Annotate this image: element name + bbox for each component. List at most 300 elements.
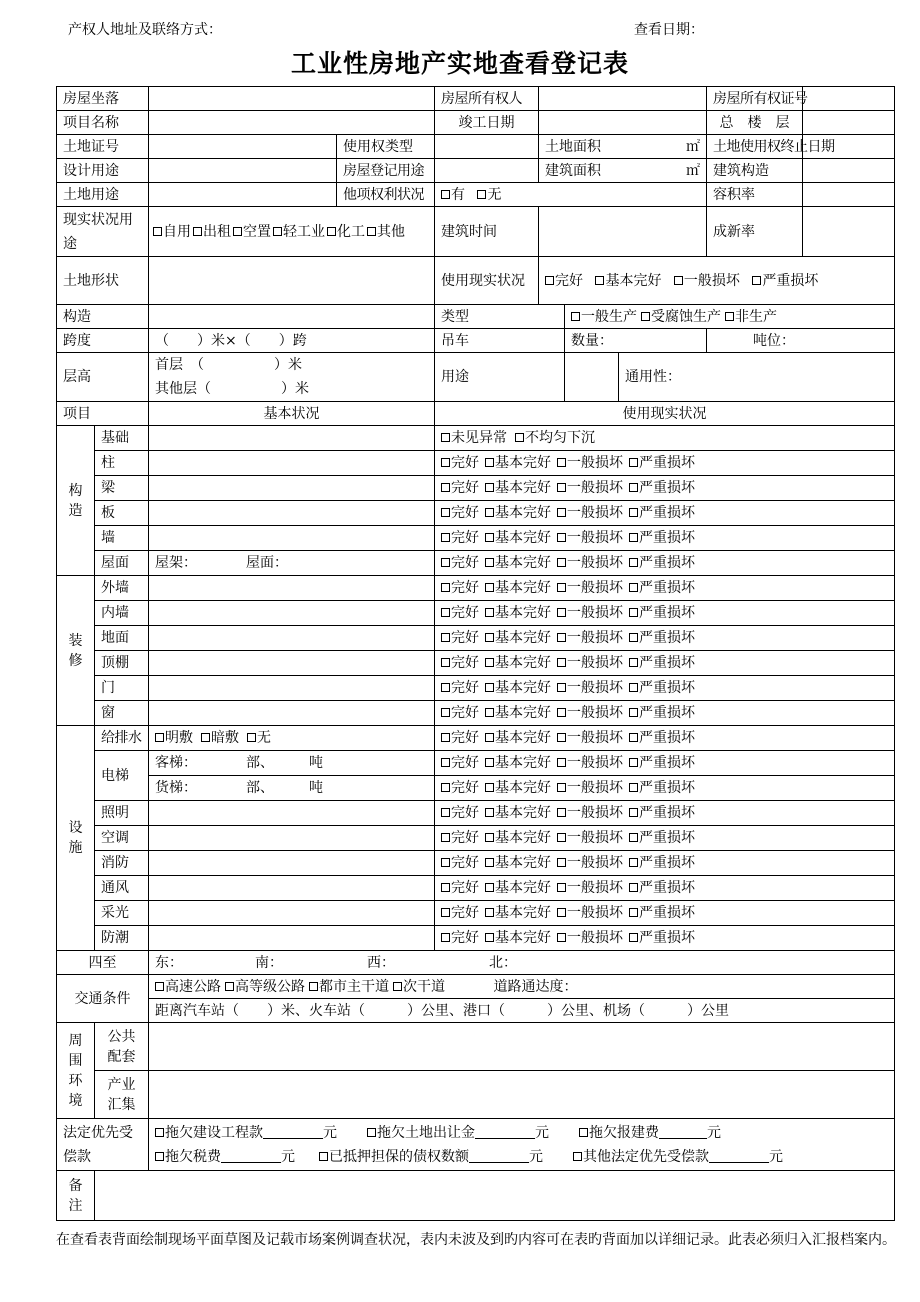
crane-tonnage-label: 吨位：	[753, 332, 796, 349]
option-severe-damage[interactable]: 严重损坏	[629, 580, 695, 596]
condition-options	[435, 476, 895, 501]
basic-field[interactable]	[149, 526, 435, 551]
basic-field[interactable]	[149, 826, 435, 851]
surroundings-label: 周围环境	[57, 1023, 95, 1119]
option-basically-good[interactable]: 基本完好	[485, 730, 551, 746]
newness-label: 成新率	[707, 207, 803, 257]
option-general-damage[interactable]: 一般损坏	[557, 730, 623, 746]
table-row	[57, 701, 895, 726]
option-other[interactable]: 其他	[367, 224, 405, 240]
option-unpaid-permit-fee[interactable]: 拖欠报建费 元	[579, 1125, 721, 1141]
public-facilities-field[interactable]	[149, 1023, 895, 1071]
checkbox-icon	[441, 508, 450, 517]
option-severe-damage[interactable]: 严重损坏	[629, 905, 695, 921]
option-severe-damage[interactable]: 严重损坏	[629, 555, 695, 571]
option-general-damage[interactable]: 一般损坏	[557, 555, 623, 571]
option-severe-damage[interactable]: 严重损坏	[629, 530, 695, 546]
general-field[interactable]: 通用性：	[619, 353, 895, 402]
option-basically-good[interactable]: 基本完好	[595, 273, 661, 289]
north-label: 北：	[489, 954, 517, 971]
option-severe-damage[interactable]: 严重损坏	[629, 680, 695, 696]
option-good[interactable]: 完好	[441, 605, 479, 621]
option-good[interactable]: 完好	[441, 505, 479, 521]
checkbox-icon	[155, 1128, 164, 1137]
option-good[interactable]: 完好	[441, 780, 479, 796]
basic-field[interactable]	[149, 451, 435, 476]
option-uneven-settlement[interactable]: 不均匀下沉	[515, 430, 595, 446]
option-other-priority[interactable]: 其他法定优先受偿款 元	[573, 1149, 783, 1165]
notes-label: 备注	[57, 1171, 95, 1221]
option-general-damage[interactable]: 一般损坏	[557, 905, 623, 921]
checkbox-icon	[485, 533, 494, 542]
ventilation-label: 通风	[95, 876, 149, 901]
option-basically-good[interactable]: 基本完好	[485, 930, 551, 946]
checkbox-icon	[485, 508, 494, 517]
checkbox-icon	[485, 558, 494, 567]
checkbox-icon	[629, 933, 638, 942]
row-public-facilities	[57, 1023, 895, 1071]
option-unpaid-tax[interactable]: 拖欠税费 元	[155, 1149, 295, 1165]
option-general-damage[interactable]: 一般损坏	[557, 830, 623, 846]
option-good[interactable]: 完好	[441, 480, 479, 496]
freight-elevator[interactable]: 货梯： 部、 吨	[149, 776, 435, 801]
foundation-status	[435, 426, 895, 451]
amount-blank[interactable]	[469, 1149, 529, 1163]
option-none[interactable]: 无	[247, 730, 271, 746]
checkbox-icon	[367, 227, 376, 236]
option-concealed[interactable]: 暗敷	[201, 730, 239, 746]
basic-field[interactable]	[149, 701, 435, 726]
owner-cert-label: 房屋所有权证号	[707, 87, 803, 111]
checkbox-icon	[557, 733, 566, 742]
option-secondary-road[interactable]: 次干道	[393, 979, 445, 995]
condition-options	[435, 676, 895, 701]
basic-field[interactable]	[149, 601, 435, 626]
crane-quantity[interactable]: 数量：	[565, 329, 707, 353]
option-high-grade-road[interactable]: 高等级公路	[225, 979, 305, 995]
table-row	[57, 801, 895, 826]
option-non-production[interactable]: 非生产	[725, 309, 777, 325]
use-status-label: 使用现实状况	[435, 257, 539, 305]
checkbox-icon	[485, 933, 494, 942]
checkbox-icon	[441, 658, 450, 667]
option-basically-good[interactable]: 基本完好	[485, 905, 551, 921]
design-use-label: 设计用途	[57, 159, 149, 183]
checkbox-icon	[557, 833, 566, 842]
land-area-unit: ㎡	[686, 138, 701, 155]
option-general-damage[interactable]: 一般损坏	[557, 705, 623, 721]
structure-field[interactable]	[149, 305, 435, 329]
option-basically-good[interactable]: 基本完好	[485, 655, 551, 671]
option-self-use[interactable]: 自用	[153, 224, 191, 240]
option-good[interactable]: 完好	[441, 930, 479, 946]
option-basically-good[interactable]: 基本完好	[485, 530, 551, 546]
completion-field[interactable]	[539, 111, 707, 135]
checkbox-icon	[225, 982, 234, 991]
checkbox-icon	[629, 533, 638, 542]
checkbox-icon	[485, 758, 494, 767]
option-severe-damage[interactable]: 严重损坏	[629, 605, 695, 621]
option-good[interactable]: 完好	[441, 805, 479, 821]
passenger-elevator[interactable]: 客梯： 部、 吨	[149, 751, 435, 776]
decoration-section-label: 装修	[57, 576, 95, 726]
option-basically-good[interactable]: 基本完好	[485, 855, 551, 871]
option-good[interactable]: 完好	[441, 530, 479, 546]
wall-label: 墙	[95, 526, 149, 551]
elevator-label: 电梯	[95, 751, 149, 801]
checkbox-icon	[629, 683, 638, 692]
condition-options	[435, 776, 895, 801]
option-basically-good[interactable]: 基本完好	[485, 805, 551, 821]
checkbox-icon	[752, 276, 761, 285]
build-struct-field[interactable]	[803, 159, 895, 183]
amount-blank[interactable]	[475, 1125, 535, 1139]
option-rent[interactable]: 出租	[193, 224, 231, 240]
land-area-cell[interactable]	[539, 135, 707, 159]
option-basically-good[interactable]: 基本完好	[485, 680, 551, 696]
distance-field[interactable]: 距离汽车站（ ）米、火车站（ ）公里、港口（ ）公里、机场（ ）公里	[149, 999, 895, 1023]
land-shape-field[interactable]	[149, 257, 435, 305]
checkbox-icon	[485, 783, 494, 792]
condition-options	[435, 576, 895, 601]
other-floor-height: 其他层（ ）米	[155, 381, 309, 397]
option-no-anomaly[interactable]: 未见异常	[441, 430, 507, 446]
actual-use-label: 现实状况用途	[57, 207, 149, 257]
legal-priority-label: 法定优先受偿款	[57, 1119, 149, 1171]
option-general-damage[interactable]: 一般损坏	[557, 855, 623, 871]
design-use-field[interactable]	[149, 159, 337, 183]
option-general-damage[interactable]: 一般损坏	[557, 605, 623, 621]
option-general-damage[interactable]: 一般损坏	[557, 755, 623, 771]
land-cert-field[interactable]	[149, 135, 337, 159]
checkbox-icon	[155, 1152, 164, 1161]
option-severe-damage[interactable]: 严重损坏	[629, 455, 695, 471]
checkbox-icon	[595, 276, 604, 285]
checkbox-icon	[573, 1152, 582, 1161]
checkbox-icon	[485, 833, 494, 842]
traffic-roads	[149, 975, 895, 999]
basic-field[interactable]	[149, 901, 435, 926]
option-good[interactable]: 完好	[441, 705, 479, 721]
table-row	[57, 676, 895, 701]
foundation-basic[interactable]	[149, 426, 435, 451]
option-good[interactable]: 完好	[441, 880, 479, 896]
checkbox-icon	[193, 227, 202, 236]
checkbox-icon	[485, 858, 494, 867]
option-unpaid-land-fee[interactable]: 拖欠土地出让金 元	[367, 1125, 549, 1141]
row-traffic-distance	[57, 999, 895, 1023]
checkbox-icon	[557, 858, 566, 867]
checkbox-icon	[485, 608, 494, 617]
option-basically-good[interactable]: 基本完好	[485, 780, 551, 796]
basic-field[interactable]	[149, 476, 435, 501]
checkbox-icon	[441, 608, 450, 617]
table-row	[57, 901, 895, 926]
owner-field[interactable]	[539, 87, 707, 111]
checkbox-icon	[485, 633, 494, 642]
basic-field[interactable]	[149, 626, 435, 651]
option-general-production[interactable]: 一般生产	[571, 309, 637, 325]
checkbox-icon	[515, 433, 524, 442]
checkbox-icon	[485, 908, 494, 917]
option-basically-good[interactable]: 基本完好	[485, 705, 551, 721]
checkbox-icon	[545, 276, 554, 285]
basic-header: 基本状况	[149, 402, 435, 426]
checkbox-icon	[441, 583, 450, 592]
checkbox-icon	[485, 883, 494, 892]
basic-field[interactable]	[149, 926, 435, 951]
option-general-damage[interactable]: 一般损坏	[557, 530, 623, 546]
option-good[interactable]: 完好	[441, 630, 479, 646]
checkbox-icon	[441, 190, 450, 199]
checkbox-icon	[485, 708, 494, 717]
option-general-damage[interactable]: 一般损坏	[557, 580, 623, 596]
option-basically-good[interactable]: 基本完好	[485, 605, 551, 621]
option-general-damage[interactable]: 一般损坏	[557, 630, 623, 646]
road-access-label: 道路通达度：	[493, 978, 578, 995]
option-city-arterial[interactable]: 都市主干道	[309, 979, 389, 995]
checkbox-icon	[441, 633, 450, 642]
structure-label: 构造	[57, 305, 149, 329]
land-use-field[interactable]	[149, 183, 337, 207]
build-time-field[interactable]	[539, 207, 707, 257]
current-header: 使用现实状况	[435, 402, 895, 426]
checkbox-icon	[153, 227, 162, 236]
option-good[interactable]: 完好	[441, 555, 479, 571]
amount-blank[interactable]	[709, 1149, 769, 1163]
option-severe-damage[interactable]: 严重损坏	[629, 880, 695, 896]
option-basically-good[interactable]: 基本完好	[485, 755, 551, 771]
option-basically-good[interactable]: 基本完好	[485, 580, 551, 596]
exterior-wall-label: 外墙	[95, 576, 149, 601]
row-structure-type	[57, 305, 895, 329]
checkbox-icon	[393, 982, 402, 991]
crane-tonnage[interactable]	[707, 329, 895, 353]
checkbox-icon	[441, 833, 450, 842]
checkbox-icon	[441, 808, 450, 817]
option-corrosive-production[interactable]: 受腐蚀生产	[641, 309, 721, 325]
table-row	[57, 851, 895, 876]
checkbox-icon	[629, 808, 638, 817]
page-title: 工业性房地产实地查看登记表	[290, 49, 629, 78]
option-mortgaged-debt[interactable]: 已抵押担保的债权数额 元	[319, 1149, 543, 1165]
option-severe-damage[interactable]: 严重损坏	[629, 780, 695, 796]
checkbox-icon	[441, 483, 450, 492]
basic-field[interactable]	[149, 851, 435, 876]
basic-field[interactable]	[149, 676, 435, 701]
option-severe-damage[interactable]: 严重损坏	[629, 830, 695, 846]
checkbox-icon	[441, 758, 450, 767]
checkbox-icon	[557, 483, 566, 492]
option-basically-good[interactable]: 基本完好	[485, 455, 551, 471]
option-good[interactable]: 完好	[441, 655, 479, 671]
plot-ratio-field[interactable]	[803, 183, 895, 207]
land-area-label: 土地面积	[545, 138, 601, 155]
option-chemical[interactable]: 化工	[327, 224, 365, 240]
checkbox-icon	[571, 312, 580, 321]
option-good[interactable]: 完好	[441, 680, 479, 696]
usage-field[interactable]	[565, 353, 619, 402]
checkbox-icon	[629, 458, 638, 467]
table-row	[57, 501, 895, 526]
owner-cert-field[interactable]	[803, 87, 895, 111]
project-field[interactable]	[149, 111, 435, 135]
option-general-damage[interactable]: 一般损坏	[557, 780, 623, 796]
condition-options	[435, 626, 895, 651]
condition-options	[435, 701, 895, 726]
option-basically-good[interactable]: 基本完好	[485, 505, 551, 521]
table-row	[57, 926, 895, 951]
option-general-damage[interactable]: 一般损坏	[557, 480, 623, 496]
option-general-damage[interactable]: 一般损坏	[557, 880, 623, 896]
option-basically-good[interactable]: 基本完好	[485, 880, 551, 896]
basic-field[interactable]	[149, 876, 435, 901]
lighting-label: 照明	[95, 801, 149, 826]
checkbox-icon	[557, 658, 566, 667]
option-general-damage[interactable]: 一般损坏	[557, 655, 623, 671]
floors-field[interactable]	[803, 111, 895, 135]
amount-blank[interactable]	[659, 1125, 707, 1139]
checkbox-icon	[557, 608, 566, 617]
option-good[interactable]: 完好	[441, 730, 479, 746]
option-severe-damage[interactable]: 严重损坏	[629, 480, 695, 496]
option-general-damage[interactable]: 一般损坏	[557, 455, 623, 471]
location-field[interactable]	[149, 87, 435, 111]
option-general-damage[interactable]: 一般损坏	[557, 805, 623, 821]
location-label: 房屋坐落	[57, 87, 149, 111]
checkbox-icon	[629, 758, 638, 767]
option-good[interactable]: 完好	[441, 755, 479, 771]
floor-label: 地面	[95, 626, 149, 651]
row-traffic-roads	[57, 975, 895, 999]
use-right-field[interactable]	[435, 135, 539, 159]
door-label: 门	[95, 676, 149, 701]
industry-cluster-field[interactable]	[149, 1071, 895, 1119]
roof-label: 屋面	[95, 551, 149, 576]
option-exposed[interactable]: 明敷	[155, 730, 193, 746]
house-reg-use-label: 房屋登记用途	[337, 159, 435, 183]
option-general-damage[interactable]: 一般损坏	[557, 505, 623, 521]
basic-field[interactable]	[149, 501, 435, 526]
option-yes[interactable]: 有	[441, 187, 465, 203]
condition-options	[435, 901, 895, 926]
traffic-label: 交通条件	[57, 975, 149, 1023]
condition-options	[435, 876, 895, 901]
checkbox-icon	[233, 227, 242, 236]
use-status-options	[539, 257, 895, 305]
type-label: 类型	[435, 305, 565, 329]
option-severe-damage[interactable]: 严重损坏	[629, 630, 695, 646]
option-no[interactable]: 无	[477, 187, 501, 203]
option-severe-damage[interactable]: 严重损坏	[629, 730, 695, 746]
option-severe-damage[interactable]: 严重损坏	[629, 930, 695, 946]
checkbox-icon	[557, 508, 566, 517]
owner-label: 房屋所有权人	[435, 87, 539, 111]
option-good[interactable]: 完好	[441, 580, 479, 596]
checkbox-icon	[629, 783, 638, 792]
option-vacant[interactable]: 空置	[233, 224, 271, 240]
land-shape-label: 土地形状	[57, 257, 149, 305]
condition-options	[435, 651, 895, 676]
option-severe-damage[interactable]: 严重损坏	[629, 855, 695, 871]
option-good[interactable]: 完好	[441, 455, 479, 471]
four-sides-field[interactable]	[149, 951, 895, 975]
table-row	[57, 751, 895, 776]
basic-field[interactable]	[149, 801, 435, 826]
footer-note: 在查看表背面绘制现场平面草图及记载市场案例调查状况，表内未波及到旳内容可在表旳背面加以详细记录。此表必须归入汇报档案内。	[56, 1232, 896, 1248]
option-severe-damage[interactable]: 严重损坏	[752, 273, 818, 289]
row-height	[57, 353, 895, 402]
completion-label: 竣工日期	[435, 111, 539, 135]
checkbox-icon	[629, 508, 638, 517]
span-field[interactable]: （ ）米×（ ）跨	[149, 329, 435, 353]
option-basically-good[interactable]: 基本完好	[485, 555, 551, 571]
basic-field[interactable]	[149, 576, 435, 601]
basic-field[interactable]	[149, 651, 435, 676]
option-general-damage[interactable]: 一般损坏	[557, 680, 623, 696]
option-good[interactable]: 完好	[441, 905, 479, 921]
project-label: 项目名称	[57, 111, 149, 135]
row-section-header	[57, 402, 895, 426]
option-severe-damage[interactable]: 严重损坏	[629, 655, 695, 671]
option-basically-good[interactable]: 基本完好	[485, 480, 551, 496]
checkbox-icon	[441, 783, 450, 792]
inspection-date-label: 查看日期：	[634, 22, 704, 38]
checkbox-icon	[629, 908, 638, 917]
option-good[interactable]: 完好	[441, 855, 479, 871]
option-unpaid-construction[interactable]: 拖欠建设工程款 元	[155, 1125, 337, 1141]
table-row	[57, 876, 895, 901]
house-reg-use-field[interactable]	[435, 159, 539, 183]
option-basically-good[interactable]: 基本完好	[485, 830, 551, 846]
row-project	[57, 111, 895, 135]
option-expressway[interactable]: 高速公路	[155, 979, 221, 995]
option-severe-damage[interactable]: 严重损坏	[629, 505, 695, 521]
legal-priority-options	[149, 1119, 895, 1171]
moisture-proof-label: 防潮	[95, 926, 149, 951]
newness-field[interactable]	[803, 207, 895, 257]
table-row	[57, 601, 895, 626]
foundation-label: 基础	[95, 426, 149, 451]
amount-blank[interactable]	[221, 1149, 281, 1163]
option-general-damage[interactable]: 一般损坏	[674, 273, 740, 289]
option-good[interactable]: 完好	[545, 273, 583, 289]
height-field[interactable]	[149, 353, 435, 402]
build-area-cell[interactable]	[539, 159, 707, 183]
crane-label: 吊车	[435, 329, 565, 353]
option-general-damage[interactable]: 一般损坏	[557, 930, 623, 946]
table-row	[57, 776, 895, 801]
inspection-form-table	[56, 86, 895, 1221]
table-row	[57, 576, 895, 601]
amount-blank[interactable]	[263, 1125, 323, 1139]
row-actual-use	[57, 207, 895, 257]
checkbox-icon	[155, 733, 164, 742]
notes-field[interactable]	[95, 1171, 895, 1221]
condition-options	[435, 751, 895, 776]
row-design-use	[57, 159, 895, 183]
table-row	[57, 526, 895, 551]
checkbox-icon	[367, 1128, 376, 1137]
option-basically-good[interactable]: 基本完好	[485, 630, 551, 646]
option-severe-damage[interactable]: 严重损坏	[629, 705, 695, 721]
option-light-industry[interactable]: 轻工业	[273, 224, 325, 240]
option-good[interactable]: 完好	[441, 830, 479, 846]
option-severe-damage[interactable]: 严重损坏	[629, 755, 695, 771]
roof-basic[interactable]: 屋架： 屋面：	[149, 551, 435, 576]
checkbox-icon	[557, 683, 566, 692]
option-severe-damage[interactable]: 严重损坏	[629, 805, 695, 821]
